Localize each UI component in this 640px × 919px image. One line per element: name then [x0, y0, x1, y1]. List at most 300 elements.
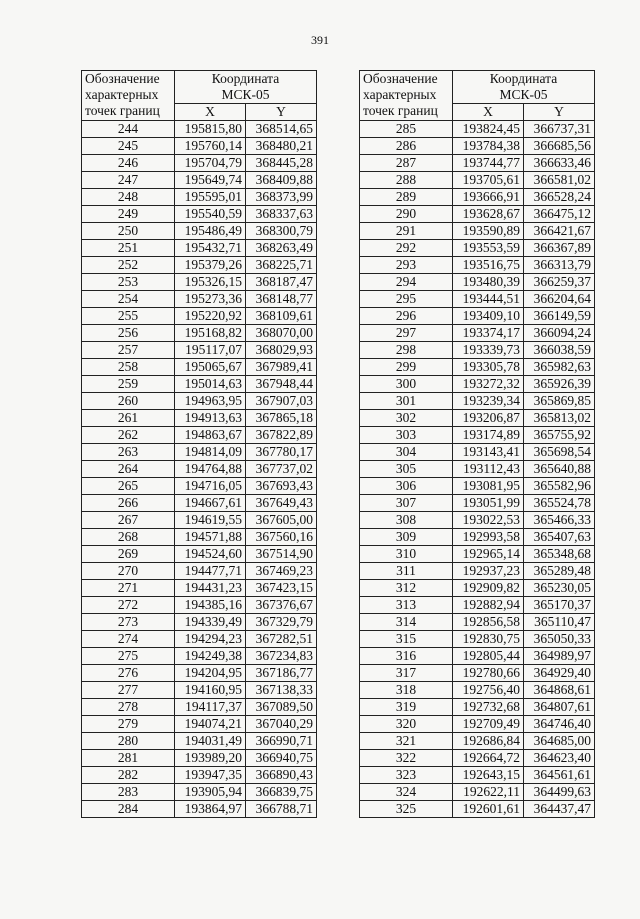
x-coordinate-cell: 195326,15 [175, 274, 246, 291]
point-id-cell: 247 [82, 172, 175, 189]
point-id-cell: 301 [360, 393, 453, 410]
x-coordinate-cell: 194160,95 [175, 682, 246, 699]
point-id-cell: 298 [360, 342, 453, 359]
y-coordinate-cell: 365230,05 [524, 580, 595, 597]
header-y: Y [246, 104, 317, 121]
table-row [360, 393, 595, 410]
y-coordinate-cell: 365926,39 [524, 376, 595, 393]
x-coordinate-cell: 194385,16 [175, 597, 246, 614]
x-coordinate-cell: 192664,72 [453, 750, 524, 767]
table-row [82, 274, 317, 291]
y-coordinate-cell: 367693,43 [246, 478, 317, 495]
point-id-cell: 294 [360, 274, 453, 291]
point-id-cell: 299 [360, 359, 453, 376]
table-row [82, 512, 317, 529]
table-row [82, 665, 317, 682]
point-id-cell: 257 [82, 342, 175, 359]
x-coordinate-cell: 194294,23 [175, 631, 246, 648]
y-coordinate-cell: 364868,61 [524, 682, 595, 699]
point-id-cell: 278 [82, 699, 175, 716]
x-coordinate-cell: 192732,68 [453, 699, 524, 716]
table-row [360, 750, 595, 767]
table-row [82, 546, 317, 563]
y-coordinate-cell: 364807,61 [524, 699, 595, 716]
table-row [360, 801, 595, 818]
x-coordinate-cell: 194204,95 [175, 665, 246, 682]
y-coordinate-cell: 367282,51 [246, 631, 317, 648]
point-id-cell: 253 [82, 274, 175, 291]
table-row [82, 189, 317, 206]
y-coordinate-cell: 367560,16 [246, 529, 317, 546]
x-coordinate-cell: 192756,40 [453, 682, 524, 699]
x-coordinate-cell: 194524,60 [175, 546, 246, 563]
table-row [82, 291, 317, 308]
point-id-cell: 249 [82, 206, 175, 223]
point-id-cell: 325 [360, 801, 453, 818]
table-row [360, 682, 595, 699]
table-row [82, 138, 317, 155]
y-coordinate-cell: 365407,63 [524, 529, 595, 546]
point-id-cell: 277 [82, 682, 175, 699]
y-coordinate-cell: 367423,15 [246, 580, 317, 597]
table-row [360, 665, 595, 682]
table-row [82, 376, 317, 393]
header-coordinate [175, 71, 317, 104]
point-id-cell: 317 [360, 665, 453, 682]
y-coordinate-cell: 366788,71 [246, 801, 317, 818]
point-id-cell: 308 [360, 512, 453, 529]
y-coordinate-cell: 367329,79 [246, 614, 317, 631]
point-id-cell: 292 [360, 240, 453, 257]
y-coordinate-cell: 365698,54 [524, 444, 595, 461]
x-coordinate-cell: 193374,17 [453, 325, 524, 342]
y-coordinate-cell: 365813,02 [524, 410, 595, 427]
point-id-cell: 283 [82, 784, 175, 801]
y-coordinate-cell: 365289,48 [524, 563, 595, 580]
table-row [82, 172, 317, 189]
y-coordinate-cell: 365524,78 [524, 495, 595, 512]
point-id-cell: 319 [360, 699, 453, 716]
x-coordinate-cell: 193705,61 [453, 172, 524, 189]
x-coordinate-cell: 195014,63 [175, 376, 246, 393]
y-coordinate-cell: 366421,67 [524, 223, 595, 240]
table-row [82, 784, 317, 801]
x-coordinate-cell: 192856,58 [453, 614, 524, 631]
x-coordinate-cell: 193628,67 [453, 206, 524, 223]
page-number: 391 [311, 33, 329, 47]
y-coordinate-cell: 366149,59 [524, 308, 595, 325]
point-id-cell: 303 [360, 427, 453, 444]
table-row [82, 801, 317, 818]
y-coordinate-cell: 367989,41 [246, 359, 317, 376]
x-coordinate-cell: 193143,41 [453, 444, 524, 461]
point-id-cell: 254 [82, 291, 175, 308]
x-coordinate-cell: 194764,88 [175, 461, 246, 478]
header-x: X [453, 104, 524, 121]
x-coordinate-cell: 193022,53 [453, 512, 524, 529]
header-name-line2: характерных [85, 87, 159, 102]
y-coordinate-cell: 366990,71 [246, 733, 317, 750]
point-id-cell: 271 [82, 580, 175, 597]
x-coordinate-cell: 193051,99 [453, 495, 524, 512]
table-row [82, 155, 317, 172]
point-id-cell: 293 [360, 257, 453, 274]
y-coordinate-cell: 365755,92 [524, 427, 595, 444]
table-row [82, 614, 317, 631]
point-id-cell: 266 [82, 495, 175, 512]
x-coordinate-cell: 192686,84 [453, 733, 524, 750]
point-id-cell: 300 [360, 376, 453, 393]
point-id-cell: 260 [82, 393, 175, 410]
point-id-cell: 312 [360, 580, 453, 597]
table-row [360, 240, 595, 257]
coordinates-table-left [81, 70, 317, 818]
y-coordinate-cell: 364989,97 [524, 648, 595, 665]
coordinates-table-right [359, 70, 595, 818]
point-id-cell: 258 [82, 359, 175, 376]
y-coordinate-cell: 366685,56 [524, 138, 595, 155]
table-row [360, 495, 595, 512]
y-coordinate-cell: 368480,21 [246, 138, 317, 155]
point-id-cell: 296 [360, 308, 453, 325]
y-coordinate-cell: 367907,03 [246, 393, 317, 410]
table-row [82, 716, 317, 733]
table-row [82, 461, 317, 478]
x-coordinate-cell: 194431,23 [175, 580, 246, 597]
y-coordinate-cell: 366528,24 [524, 189, 595, 206]
point-id-cell: 279 [82, 716, 175, 733]
point-id-cell: 276 [82, 665, 175, 682]
table-row [82, 750, 317, 767]
y-coordinate-cell: 367089,50 [246, 699, 317, 716]
table-row [360, 546, 595, 563]
header-name-line1: Обозначение [363, 71, 438, 86]
table-row [82, 529, 317, 546]
table-row [82, 240, 317, 257]
table-row [360, 733, 595, 750]
y-coordinate-cell: 366633,46 [524, 155, 595, 172]
point-id-cell: 307 [360, 495, 453, 512]
point-id-cell: 251 [82, 240, 175, 257]
y-coordinate-cell: 365466,33 [524, 512, 595, 529]
x-coordinate-cell: 192780,66 [453, 665, 524, 682]
y-coordinate-cell: 368300,79 [246, 223, 317, 240]
x-coordinate-cell: 193480,39 [453, 274, 524, 291]
y-coordinate-cell: 365582,96 [524, 478, 595, 495]
point-id-cell: 297 [360, 325, 453, 342]
y-coordinate-cell: 366204,64 [524, 291, 595, 308]
x-coordinate-cell: 193339,73 [453, 342, 524, 359]
point-id-cell: 245 [82, 138, 175, 155]
y-coordinate-cell: 364746,40 [524, 716, 595, 733]
header-coordinate [453, 71, 595, 104]
point-id-cell: 285 [360, 121, 453, 138]
point-id-cell: 287 [360, 155, 453, 172]
table-row [82, 478, 317, 495]
y-coordinate-cell: 367649,43 [246, 495, 317, 512]
y-coordinate-cell: 365348,68 [524, 546, 595, 563]
table-row [360, 461, 595, 478]
header-coord-line1: Координата [211, 71, 280, 86]
y-coordinate-cell: 368148,77 [246, 291, 317, 308]
y-coordinate-cell: 364499,63 [524, 784, 595, 801]
y-coordinate-cell: 365050,33 [524, 631, 595, 648]
table-row [82, 325, 317, 342]
point-id-cell: 311 [360, 563, 453, 580]
point-id-cell: 262 [82, 427, 175, 444]
table-row [360, 223, 595, 240]
point-id-cell: 289 [360, 189, 453, 206]
x-coordinate-cell: 193272,32 [453, 376, 524, 393]
table-row [360, 580, 595, 597]
point-id-cell: 320 [360, 716, 453, 733]
table-row [360, 206, 595, 223]
point-id-cell: 322 [360, 750, 453, 767]
table-row [360, 138, 595, 155]
table-row [82, 257, 317, 274]
x-coordinate-cell: 194031,49 [175, 733, 246, 750]
point-id-cell: 267 [82, 512, 175, 529]
y-coordinate-cell: 368409,88 [246, 172, 317, 189]
table-row [82, 767, 317, 784]
y-coordinate-cell: 368263,49 [246, 240, 317, 257]
point-id-cell: 315 [360, 631, 453, 648]
table-row [360, 597, 595, 614]
table-row [360, 478, 595, 495]
y-coordinate-cell: 365982,63 [524, 359, 595, 376]
x-coordinate-cell: 194667,61 [175, 495, 246, 512]
x-coordinate-cell: 194117,37 [175, 699, 246, 716]
y-coordinate-cell: 368070,00 [246, 325, 317, 342]
table-row [82, 597, 317, 614]
point-id-cell: 302 [360, 410, 453, 427]
x-coordinate-cell: 192830,75 [453, 631, 524, 648]
y-coordinate-cell: 366737,31 [524, 121, 595, 138]
y-coordinate-cell: 364561,61 [524, 767, 595, 784]
point-id-cell: 284 [82, 801, 175, 818]
x-coordinate-cell: 192965,14 [453, 546, 524, 563]
point-id-cell: 304 [360, 444, 453, 461]
table-row [360, 767, 595, 784]
x-coordinate-cell: 194339,49 [175, 614, 246, 631]
y-coordinate-cell: 367376,67 [246, 597, 317, 614]
y-coordinate-cell: 367822,89 [246, 427, 317, 444]
y-coordinate-cell: 368225,71 [246, 257, 317, 274]
table-row [82, 733, 317, 750]
x-coordinate-cell: 193824,45 [453, 121, 524, 138]
x-coordinate-cell: 192643,15 [453, 767, 524, 784]
x-coordinate-cell: 194619,55 [175, 512, 246, 529]
y-coordinate-cell: 367234,83 [246, 648, 317, 665]
point-id-cell: 306 [360, 478, 453, 495]
y-coordinate-cell: 367865,18 [246, 410, 317, 427]
point-id-cell: 246 [82, 155, 175, 172]
x-coordinate-cell: 192937,23 [453, 563, 524, 580]
x-coordinate-cell: 192882,94 [453, 597, 524, 614]
x-coordinate-cell: 195220,92 [175, 308, 246, 325]
header-x: X [175, 104, 246, 121]
y-coordinate-cell: 365110,47 [524, 614, 595, 631]
x-coordinate-cell: 192622,11 [453, 784, 524, 801]
header-name-line1: Обозначение [85, 71, 160, 86]
point-id-cell: 309 [360, 529, 453, 546]
x-coordinate-cell: 192709,49 [453, 716, 524, 733]
table-row [360, 257, 595, 274]
header-coord-line2: МСК-05 [221, 87, 270, 102]
table-row [360, 631, 595, 648]
y-coordinate-cell: 364929,40 [524, 665, 595, 682]
point-id-cell: 282 [82, 767, 175, 784]
x-coordinate-cell: 194477,71 [175, 563, 246, 580]
table-row [360, 359, 595, 376]
x-coordinate-cell: 195065,67 [175, 359, 246, 376]
point-id-cell: 273 [82, 614, 175, 631]
y-coordinate-cell: 367469,23 [246, 563, 317, 580]
x-coordinate-cell: 192805,44 [453, 648, 524, 665]
x-coordinate-cell: 195117,07 [175, 342, 246, 359]
y-coordinate-cell: 367780,17 [246, 444, 317, 461]
y-coordinate-cell: 367186,77 [246, 665, 317, 682]
table-row [82, 699, 317, 716]
x-coordinate-cell: 193206,87 [453, 410, 524, 427]
y-coordinate-cell: 366475,12 [524, 206, 595, 223]
x-coordinate-cell: 195704,79 [175, 155, 246, 172]
x-coordinate-cell: 194963,95 [175, 393, 246, 410]
table-row [82, 359, 317, 376]
x-coordinate-cell: 193444,51 [453, 291, 524, 308]
point-id-cell: 288 [360, 172, 453, 189]
y-coordinate-cell: 364623,40 [524, 750, 595, 767]
table-row [82, 444, 317, 461]
y-coordinate-cell: 367948,44 [246, 376, 317, 393]
point-id-cell: 256 [82, 325, 175, 342]
x-coordinate-cell: 195540,59 [175, 206, 246, 223]
table-row [360, 784, 595, 801]
x-coordinate-cell: 195649,74 [175, 172, 246, 189]
x-coordinate-cell: 193864,97 [175, 801, 246, 818]
y-coordinate-cell: 367514,90 [246, 546, 317, 563]
y-coordinate-cell: 368187,47 [246, 274, 317, 291]
point-id-cell: 263 [82, 444, 175, 461]
x-coordinate-cell: 192909,82 [453, 580, 524, 597]
point-id-cell: 281 [82, 750, 175, 767]
point-id-cell: 250 [82, 223, 175, 240]
point-id-cell: 290 [360, 206, 453, 223]
x-coordinate-cell: 195379,26 [175, 257, 246, 274]
point-id-cell: 286 [360, 138, 453, 155]
point-id-cell: 280 [82, 733, 175, 750]
point-id-cell: 269 [82, 546, 175, 563]
header-name-line2: характерных [363, 87, 437, 102]
x-coordinate-cell: 195595,01 [175, 189, 246, 206]
header-coord-line2: МСК-05 [499, 87, 548, 102]
table-row [360, 376, 595, 393]
y-coordinate-cell: 368029,93 [246, 342, 317, 359]
table-row [360, 121, 595, 138]
table-row [360, 563, 595, 580]
header-coord-line1: Координата [489, 71, 558, 86]
x-coordinate-cell: 194249,38 [175, 648, 246, 665]
y-coordinate-cell: 368337,63 [246, 206, 317, 223]
table-row [360, 529, 595, 546]
table-row [360, 410, 595, 427]
table-row [82, 495, 317, 512]
y-coordinate-cell: 368445,28 [246, 155, 317, 172]
x-coordinate-cell: 193081,95 [453, 478, 524, 495]
x-coordinate-cell: 194571,88 [175, 529, 246, 546]
header-name-line3: точек границ [363, 103, 438, 118]
table-row [360, 444, 595, 461]
x-coordinate-cell: 193947,35 [175, 767, 246, 784]
x-coordinate-cell: 193305,78 [453, 359, 524, 376]
y-coordinate-cell: 366940,75 [246, 750, 317, 767]
x-coordinate-cell: 195168,82 [175, 325, 246, 342]
point-id-cell: 291 [360, 223, 453, 240]
y-coordinate-cell: 368514,65 [246, 121, 317, 138]
y-coordinate-cell: 366259,37 [524, 274, 595, 291]
x-coordinate-cell: 193590,89 [453, 223, 524, 240]
table-row [360, 155, 595, 172]
y-coordinate-cell: 367737,02 [246, 461, 317, 478]
y-coordinate-cell: 367138,33 [246, 682, 317, 699]
table-row [82, 223, 317, 240]
point-id-cell: 321 [360, 733, 453, 750]
table-row [82, 580, 317, 597]
point-id-cell: 265 [82, 478, 175, 495]
header-name-line3: точек границ [85, 103, 160, 118]
y-coordinate-cell: 366094,24 [524, 325, 595, 342]
point-id-cell: 252 [82, 257, 175, 274]
table-row [360, 614, 595, 631]
x-coordinate-cell: 195815,80 [175, 121, 246, 138]
point-id-cell: 272 [82, 597, 175, 614]
point-id-cell: 244 [82, 121, 175, 138]
x-coordinate-cell: 195760,14 [175, 138, 246, 155]
table-row [82, 206, 317, 223]
y-coordinate-cell: 366038,59 [524, 342, 595, 359]
header-point-designation [360, 71, 453, 121]
x-coordinate-cell: 193409,10 [453, 308, 524, 325]
point-id-cell: 275 [82, 648, 175, 665]
table-row [360, 189, 595, 206]
x-coordinate-cell: 193905,94 [175, 784, 246, 801]
x-coordinate-cell: 192601,61 [453, 801, 524, 818]
y-coordinate-cell: 366581,02 [524, 172, 595, 189]
x-coordinate-cell: 194716,05 [175, 478, 246, 495]
y-coordinate-cell: 366890,43 [246, 767, 317, 784]
point-id-cell: 305 [360, 461, 453, 478]
point-id-cell: 270 [82, 563, 175, 580]
table-row [360, 274, 595, 291]
y-coordinate-cell: 366367,89 [524, 240, 595, 257]
point-id-cell: 248 [82, 189, 175, 206]
point-id-cell: 261 [82, 410, 175, 427]
point-id-cell: 318 [360, 682, 453, 699]
point-id-cell: 255 [82, 308, 175, 325]
x-coordinate-cell: 193112,43 [453, 461, 524, 478]
table-row [360, 699, 595, 716]
table-row [82, 410, 317, 427]
table-row [82, 648, 317, 665]
point-id-cell: 314 [360, 614, 453, 631]
y-coordinate-cell: 366839,75 [246, 784, 317, 801]
y-coordinate-cell: 365869,85 [524, 393, 595, 410]
table-row [360, 648, 595, 665]
table-row [360, 291, 595, 308]
table-row [360, 325, 595, 342]
y-coordinate-cell: 365170,37 [524, 597, 595, 614]
table-row [360, 512, 595, 529]
